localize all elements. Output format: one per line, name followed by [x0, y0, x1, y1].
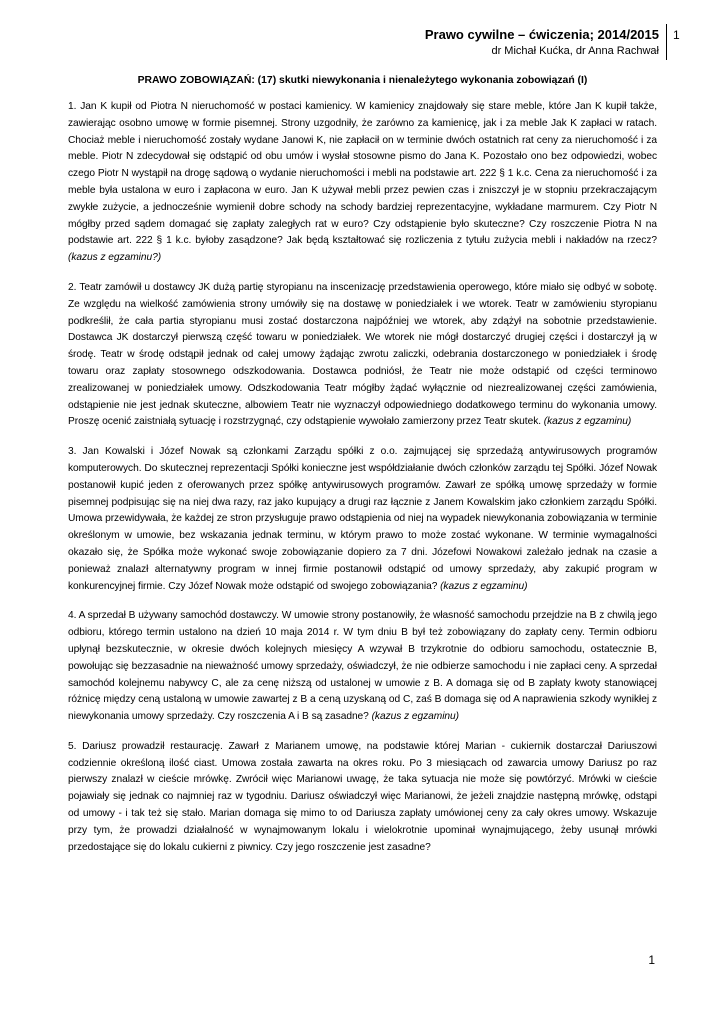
- page-header: [425, 26, 659, 59]
- case-note: (kazus z egzaminu?): [68, 252, 162, 264]
- header-title: Prawo cywilne – ćwiczenia; 2014/2015: [424, 27, 659, 42]
- case-1: [68, 99, 657, 267]
- case-text: 1. Jan K kupił od Piotra N nieruchomość w postaci kamienicy. W kamienicy znajdowały się stare meble, które Jan K kupił także, zawierając osobno umowę w formie pisemnej. Strony uzgodniły, że zarówno za kamienicę, jak i za meble Jak K zapłaci w ratach. Chociaż meble i nieruchomość zostały wydane Janowi K, nie zapłacił on w terminie dwóch ostatnich rat ceny za nieruchomość i za meble. Piotr N zdecydował się odstąpić od obu umów i wysłał stosowne pismo do Jana K. Pozostało ono bez odpowiedzi, wobec czego Piotr N wystąpił na drogę sądową o wydanie nieruchomości i mebli na podstawie art. 222 § 1 k.c. Cena za nieruchomość i za meble była ustalona w euro i zapłacona w euro. Jan K używał mebli przez pewien czas i zniszczył je w stopniu przekraczającym zwykłe zużycie, a jednocześnie wymienił dobre schody na schody bardziej reprezentacyjne, wykładane marmurem. Czy Piotr N mógłby przed sądem domagać się zapłaty zaległych rat w euro? Czy odstąpienie było skuteczne? Czy roszczenie Piotra N na podstawie art. 222 § 1 k.c. byłoby zasądzone? Jak będą kształtować się rozliczenia z tytułu zużycia mebli i nakładów na rzecz?: [68, 101, 657, 247]
- case-text: 5. Dariusz prowadził restaurację. Zawarł z Marianem umowę, na podstawie której Marian - cukiernik dostarczał Dariuszowi codziennie określoną ilość ciast. Umowa została zawarta na okres roku. Po 3 miesiącach od zawarcia umowy Dariusz po raz pierwszy znalazł w cieście mrówkę. Zwrócił więc Marianowi uwagę, że taka sytuacja nie może się powtórzyć. Mrówki w cieście pojawiały się jednak co najmniej raz w tygodniu. Dariusz oświadczył więc Marianowi, że jeżeli znajdzie następną mrówkę, odstąpi od umowy - i tak też się stało. Marian domaga się mimo to od Dariusza zapłaty umówionej ceny za cały okres umowy. Wskazuje przy tym, że prowadzi działalność w wynajmowanym lokalu i wielokrotnie upominał wynajmującego, żeby usunął mrówki przedostające się do lokalu cukierni z piwnicy. Czy jego roszczenie jest zasadne?: [68, 740, 657, 853]
- case-2: [68, 280, 657, 431]
- case-note: (kazus z egzaminu): [543, 416, 632, 428]
- case-text: 2. Teatr zamówił u dostawcy JK dużą partię styropianu na inscenizację przedstawienia operowego, które miało się odbyć w sobotę. Ze względu na wielkość zamówienia strony umówiły się na dostawę w poniedziałek i we wtorek. Teatr w zamówieniu styropianu podkreślił, że cała partia styropianu musi zostać dostarczona najpóźniej we wtorek, aby zdążył na sobotnie przedstawienie. Dostawca JK dostarczył pierwszą część towaru w poniedziałek. We wtorek nie mógł dostarczyć drugiej części i dostarczył ją w środę. Teatr w środę odstąpił jednak od całej umowy żądając zwrotu zaliczki, odebrania dostarczonego w poniedziałek i środę towaru oraz zapłaty stosownego odszkodowania. Dostawca podniósł, że Teatr nie może odstąpić od części terminowo zrealizowanej w poniedziałek umowy. Odszkodowania Teatr mógłby żądać wyłącznie od niezrealizowanej części zamówienia, odstąpienie nie jest jednak skuteczne, albowiem Teatr nie wyznaczył odpowiedniego dodatkowego terminu do wykonania umowy. Proszę ocenić zaistniałą sytuację i rozstrzygnąć, czy odstąpienie wywołało zamierzony przez Teatr skutek.: [68, 281, 657, 428]
- header-page-number: 1: [673, 28, 680, 42]
- case-3: [68, 444, 657, 595]
- case-4: [68, 608, 657, 726]
- header-divider: [666, 24, 667, 60]
- header-authors: dr Michał Kućka, dr Anna Rachwał: [491, 45, 659, 57]
- case-5: [68, 739, 657, 857]
- case-note: (kazus z egzaminu): [371, 711, 460, 723]
- document-body: [68, 99, 657, 869]
- case-text: 4. A sprzedał B używany samochód dostawczy. W umowie strony postanowiły, że własność samochodu przejdzie na B z chwilą jego odbioru, którego termin ustalono na dzień 10 maja 2014 r. W tym dniu B był też zobowiązany do zapłaty ceny. Termin odbioru upłynął bezskutecznie, w okresie dwóch kolejnych miesięcy A wzywał B trzykrotnie do odbioru samochodu, ostatecznie B, powołując się bezzasadnie na nieważność umowy sprzedaży, oświadczył, że nie odbierze samochodu i nie zapłaci ceny. A sprzedał samochód kolejnemu nabywcy C, ale za cenę niższą od ustalonej w umowie z B. A domaga się od B zapłaty kwoty stanowiącej różnicę między ceną ustaloną w umowie zawartej z B a ceną uzyskaną od C, zaś B domaga się od A naprawienia szkody wynikłej z niewykonania umowy sprzedaży. Czy roszczenia A i B są zasadne?: [68, 610, 657, 723]
- document-title: PRAWO ZOBOWIĄZAŃ: (17) skutki niewykonania i nienależytego wykonania zobowiązań (I): [137, 75, 588, 86]
- case-text: 3. Jan Kowalski i Józef Nowak są członkami Zarządu spółki z o.o. zajmującej się sprzedażą antywirusowych programów komputerowych. Do skutecznej reprezentacji Spółki konieczne jest współdziałanie dwóch członków zarządu tej Spółki. Józef Nowak postanowił kupić jeden z oferowanych przez spółkę antywirusowych programów. Zawarł ze spółką umowę sprzedaży w formie pisemnej podpisując się na niej dwa razy, raz jako kupujący a drugi raz łącznie z Janem Kowalskim jako członkiem zarządu Spółki. Umowa przewidywała, że każdej ze stron przysługuje prawo odstąpienia od niej na wypadek niewykonania zobowiązania w terminie określonym w umowie, bez wskazania jednak terminu, w którym prawo to może zostać wykonane. W terminie wymagalności okazało się, że Spółka może wykonać swoje zobowiązanie dopiero za 7 dni. Józefowi Nowakowi zależało jednak na czasie a ponieważ znalazł alternatywny program w innej firmie postanowił odstąpić od umowy sprzedaży, aby zakupić program w konkurencyjnej firmie. Czy Józef Nowak może odstąpić od swojego zobowiązania?: [68, 446, 657, 592]
- footer-page-number: 1: [648, 953, 655, 967]
- case-note: (kazus z egzaminu): [440, 580, 528, 592]
